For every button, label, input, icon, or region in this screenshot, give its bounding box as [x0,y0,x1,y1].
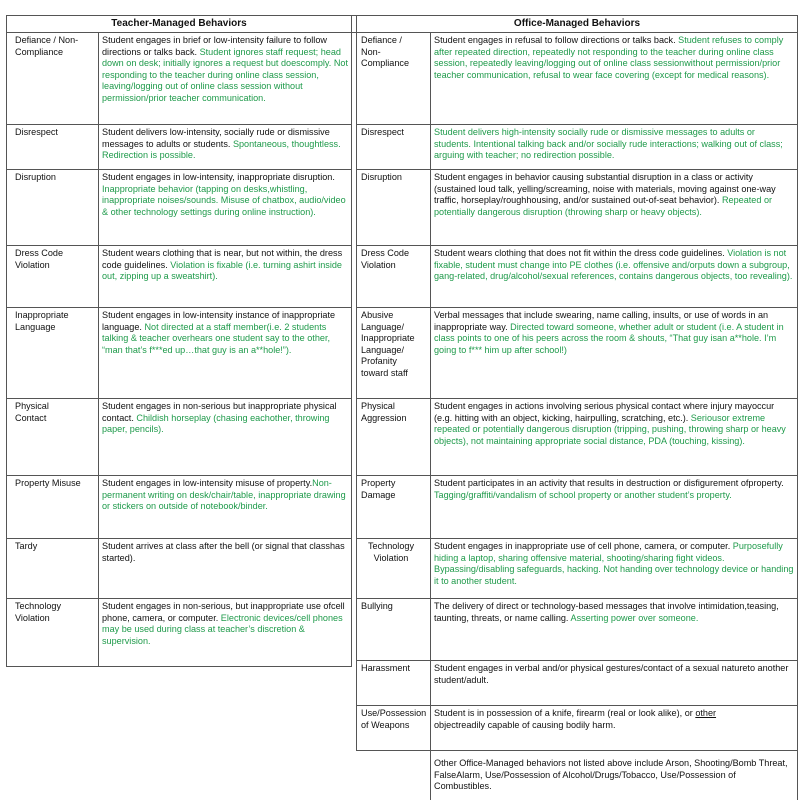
teacher-label-tardy: Tardy [15,541,38,551]
office-label-abusive-language: Abusive Language/ Inappropriate Language/ Profanity toward staff [361,310,415,378]
desc-text: Student engages in refusal to follow directions or talks back. [434,35,676,45]
teacher-desc-defiance [99,33,351,124]
office-label-dress-code: Dress Code Violation [361,248,410,270]
teacher-desc-language [99,308,351,398]
office-label-bullying: Bullying [361,601,393,611]
teacher-label-dress-code: Dress Code Violation [15,248,64,270]
desc-example: Asserting power over someone. [570,612,699,623]
teacher-desc-dress-code [99,246,351,307]
desc-text: Student participates in an activity that results in destruction or disfigurement ofproperty. [434,478,784,488]
desc-text: Verbal messages that include swearing, name calling, insults, or use of words in an inappropriate way. [434,310,769,332]
office-desc-dress-code [431,246,797,307]
office-label-property-damage: Property Damage [361,478,396,500]
teacher-label-disrespect: Disrespect [15,127,58,137]
desc-example: Not directed at a staff member(i.e. 2 students talking & teacher overhears one student say to the other, “man that’s f***ed up…that guy is an a**hole!”). [102,321,330,355]
office-desc-disrespect [431,125,797,169]
teacher-desc-tardy [99,539,351,598]
office-label-physical-aggression: Physical Aggression [361,401,407,423]
teacher-desc-technology [99,599,351,666]
office-label-disrespect: Disrespect [361,127,404,137]
desc-example: Directed toward someone, whether adult or student (i.e. A student in class points to one of his peers across the room & shouts, “That guy isan a**hole. I’m going to f*** him up after school!) [434,321,784,355]
teacher-managed-header: Teacher-Managed Behaviors [111,18,247,29]
desc-example: Repeated or potentially dangerous disruption (throwing sharp or heavy objects). [434,195,773,217]
teacher-label-property-misuse: Property Misuse [15,478,81,488]
desc-example: Inappropriate behavior (tapping on desks,whistling, inappropriate noises/sounds. Misuse of chatbox, audio/video & other technology settings during online instruction). [102,183,346,217]
office-desc-abusive-language [431,308,797,398]
desc-text-continued: objectreadily capable of causing bodily harm. [434,719,616,730]
desc-text: Student engages in non-serious but inappropriate physical contact. [102,401,337,423]
office-desc-disruption [431,170,797,245]
desc-text: Student wears clothing that is near, but not within, the dress code guidelines. [102,248,343,270]
teacher-label-disruption: Disruption [15,172,56,182]
office-managed-header: Office-Managed Behaviors [513,18,641,29]
desc-text: Student engages in low-intensity instance of inappropriate language. [102,310,336,332]
teacher-label-technology: Technology Violation [15,601,62,623]
desc-example: Student refuses to comply after repeated direction, repeatedly not responding to the teacher during online class session, repeatedly leaving/logging out of online class sessionwithout permission/prior teacher communication, refusal to wear face covering (except for medical reasons). [434,35,784,80]
desc-text: Intentional talking back and/or socially rude interactions; walking out of class; arguing with teacher; no redirection possible. [434,138,783,161]
office-desc-harassment [431,661,797,705]
desc-text: Student engages in verbal and/or physical gestures/contact of a sexual natureto another student/adult. [434,663,789,685]
teacher-desc-property-misuse [99,476,351,538]
desc-text: Student arrives at class after the bell (or signal that classhas started). [102,541,345,563]
desc-text: Student engages in low-intensity, inappropriate disruption. [102,172,335,182]
office-desc-property-damage [431,476,797,538]
teacher-desc-disrespect [99,125,351,169]
office-label-technology: Technology Violation [367,541,414,563]
other-office-behaviors-note: Other Office-Managed behaviors not listed above include Arson, Shooting/Bomb Threat, FalseAlarm, Use/Possession of Alcohol/Drugs/Tobacco, Use/Possession of Combustibles. [434,758,788,792]
office-desc-technology [431,539,797,598]
desc-example: Purposefully hiding a laptop, sharing offensive material, shooting/sharing fight videos. Bypassing/disabling safeguards, hacking. Not handing over technology device or handing it to another student. [434,541,794,586]
desc-example: Non-permanent writing on desk/chair/table, inappropriate drawing or stickers on outside of notebook/binder. [102,478,346,512]
desc-text: Student engages in behavior causing substantial disruption in a class or activity (sustained loud talk, yelling/screaming, noise with materials, moving against one-way traffic, horseplay/roughhousing, and/or sustained out-of-seat behavior). [434,172,776,206]
desc-example: Tagging/graffiti/vandalism of school property or another student’s property. [434,489,732,500]
office-label-disruption: Disruption [361,172,402,182]
desc-underlined-word: other [695,708,717,718]
desc-text: Student engages in inappropriate use of cell phone, camera, or computer. [434,541,731,551]
office-desc-bullying [431,599,797,660]
desc-text: Student wears clothing that does not fit within the dress code guidelines. [434,248,725,258]
desc-example: Seriousor extreme repeated or potentially dangerous disruption (tripping, pushing, throwing sharp or heavy objects), not maintaining appropriate social distance, [434,412,786,446]
desc-text: Student engages in actions involving serious physical contact where injury mayoccur (e.g. hitting with an object, kicking, hairpulling, scratching, etc.). [434,401,775,423]
teacher-desc-physical-contact [99,399,351,475]
desc-example: Electronic devices/cell phones may be used during class at teacher’s discretion & supervision. [102,612,343,646]
desc-example: Student ignores staff request; head down on desk; initially ignores a request but doescomply. Not responding to the teacher during online class session, leaving/logging out of online class session without permission/prior teacher communication. [102,46,349,103]
teacher-label-language: Inappropriate Language [15,310,69,332]
office-desc-physical-aggression [431,399,797,475]
teacher-label-physical-contact: Physical Contact [15,401,49,423]
desc-text: Student delivers low-intensity, socially rude or dismissive messages to adults or students. [102,127,330,149]
desc-example-pda: PDA (touching, kissing). [648,435,745,446]
teacher-label-defiance: Defiance / Non-Compliance [15,35,79,57]
office-desc-defiance [431,33,797,124]
desc-example: Spontaneous, thoughtless. Redirection is possible. [102,138,341,161]
office-label-weapons: Use/Possession of Weapons [361,708,427,730]
desc-example: Childish horseplay (chasing eachother, throwing paper, pencils). [102,412,330,435]
office-label-defiance: Defiance / Non-Compliance [361,35,410,69]
office-label-harassment: Harassment [361,663,411,673]
desc-example: Student delivers high-intensity socially rude or dismissive messages to adults or students. [434,127,755,149]
desc-example: Violation is not fixable, student must change into PE clothes (i.e. offensive and/orputs down a subgroup, gang-related, drug/alcohol/sexual references, contains dangerous objects, too revealing). [434,248,793,282]
desc-text: The delivery of direct or technology-based messages that involve intimidation,teasing, taunting, threats, or name calling. [434,601,779,623]
desc-text: Student engages in brief or low-intensity failure to follow directions or talks back. [102,35,327,57]
office-desc-weapons [431,706,771,750]
desc-text: Student is in possession of a knife, firearm (real or look alike), or [434,708,693,718]
teacher-desc-disruption [99,170,351,245]
desc-text: Student engages in low-intensity misuse of property. [102,478,313,488]
desc-example: Violation is fixable (i.e. turning ashirt inside out, zipping up a sweatshirt). [102,259,342,282]
desc-text: Student engages in non-serious, but inappropriate use ofcell phone, camera, or computer. [102,601,345,623]
